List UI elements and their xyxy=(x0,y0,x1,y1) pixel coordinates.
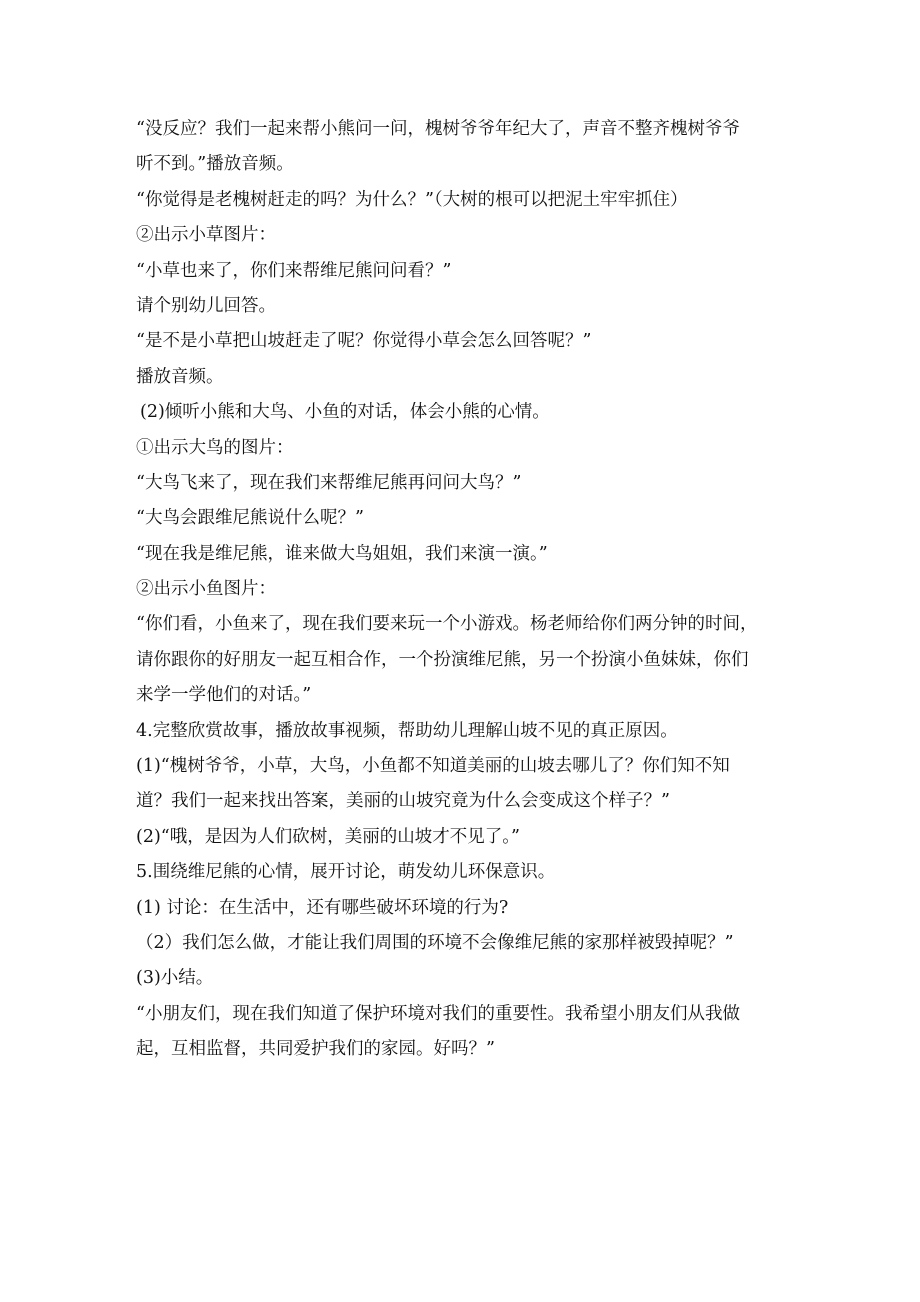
text-line: 来学一学他们的对话。” xyxy=(136,685,312,706)
text-line: ②出示小鱼图片： xyxy=(136,579,276,600)
text-line: 起，互相监督，共同爱护我们的家园。好吗？” xyxy=(136,1039,495,1060)
text-line: “是不是小草把山坡赶走了呢？你觉得小草会怎么回答呢？” xyxy=(136,331,592,352)
text-line: （2）我们怎么做，才能让我们周围的环境不会像维尼熊的家那样被毁掉呢？” xyxy=(136,932,734,953)
text-line: “大鸟飞来了，现在我们来帮维尼熊再问问大鸟？” xyxy=(136,472,522,493)
section-heading-5: 5.围绕维尼熊的心情，展开讨论，萌发幼儿环保意识。 xyxy=(136,862,556,883)
text-line: 请你跟你的好朋友一起互相合作，一个扮演维尼熊，另一个扮演小鱼妹妹，你们 xyxy=(136,649,749,670)
text-line: “小草也来了，你们来帮维尼熊问问看？” xyxy=(136,260,452,281)
text-line: 播放音频。 xyxy=(136,366,224,387)
text-line: “你觉得是老槐树赶走的吗？为什么？”（大树的根可以把泥土牢牢抓住） xyxy=(136,189,688,210)
text-line: “你们看，小鱼来了，现在我们要来玩一个小游戏。杨老师给你们两分钟的时间， xyxy=(136,614,758,635)
text-line: “现在我是维尼熊，谁来做大鸟姐姐，我们来演一演。” xyxy=(136,543,548,564)
text-line: ②出示小草图片： xyxy=(136,225,276,246)
text-line: (3)小结。 xyxy=(136,968,214,989)
text-line: (1)“槐树爷爷，小草，大鸟，小鱼都不知道美丽的山坡去哪儿了？你们知不知 xyxy=(136,756,730,777)
text-line: (2)倾听小熊和大鸟、小鱼的对话，体会小熊的心情。 xyxy=(140,402,550,423)
text-line: “小朋友们，现在我们知道了保护环境对我们的重要性。我希望小朋友们从我做 xyxy=(136,1003,740,1024)
text-line: 请个别幼儿回答。 xyxy=(136,295,276,316)
text-line: 道？我们一起来找出答案，美丽的山坡究竟为什么会变成这个样子？” xyxy=(136,791,670,812)
text-line: ①出示大鸟的图片： xyxy=(136,437,294,458)
document-body xyxy=(136,112,786,1068)
text-line: (1) 讨论：在生活中，还有哪些破坏环境的行为? xyxy=(136,897,509,918)
text-line: 听不到。”播放音频。 xyxy=(136,154,294,175)
text-line: “大鸟会跟维尼熊说什么呢？” xyxy=(136,508,364,529)
text-line: (2)“哦，是因为人们砍树，美丽的山坡才不见了。” xyxy=(136,826,520,847)
section-heading-4: 4.完整欣赏故事，播放故事视频，帮助幼儿理解山坡不见的真正原因。 xyxy=(136,720,678,741)
text-line: “没反应？我们一起来帮小熊问一问，槐树爷爷年纪大了，声音不整齐槐树爷爷 xyxy=(136,119,740,139)
